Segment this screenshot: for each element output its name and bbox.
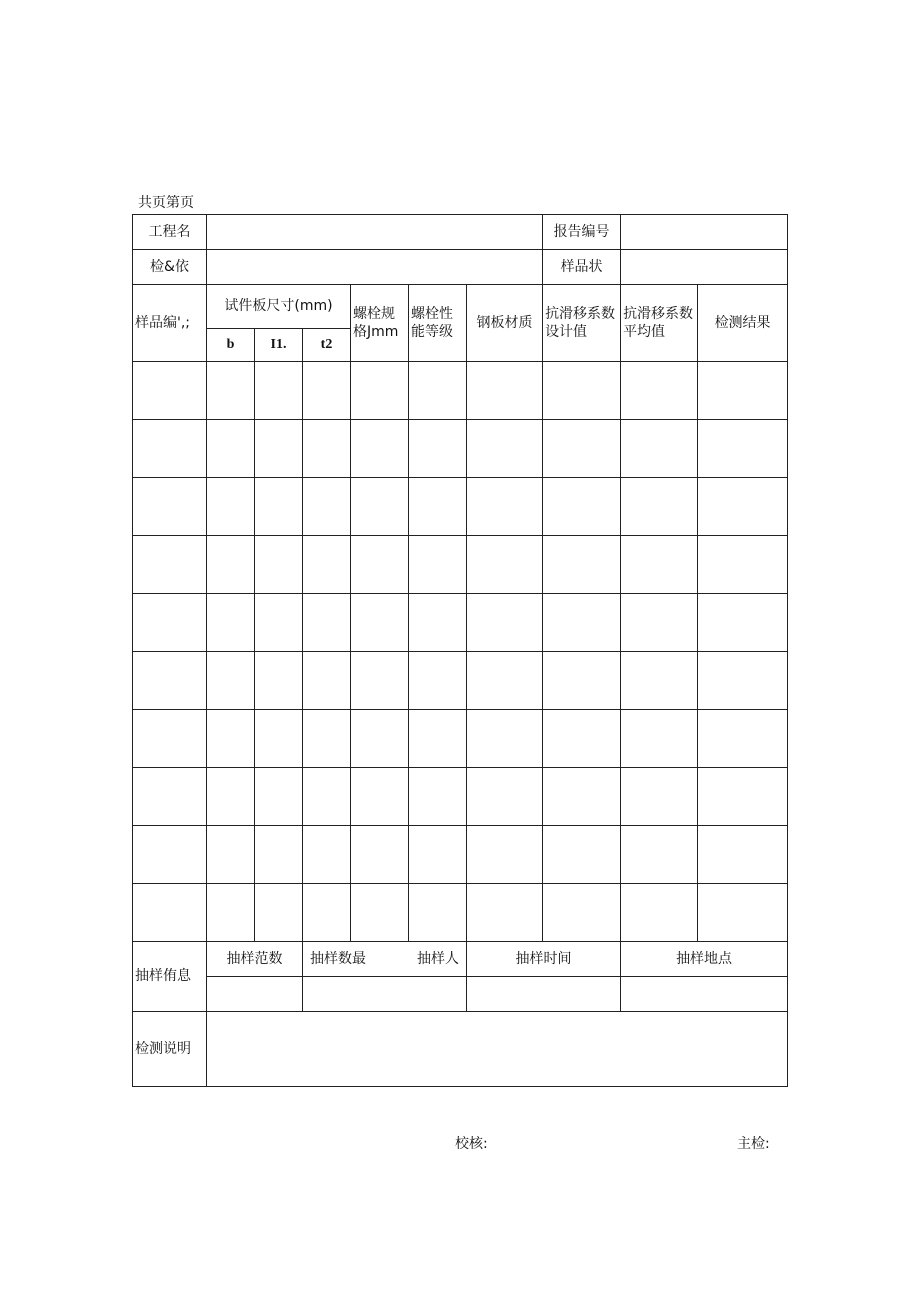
cell[interactable] xyxy=(133,594,207,652)
basis-row xyxy=(133,250,788,285)
cell[interactable] xyxy=(621,826,698,884)
cell[interactable] xyxy=(409,594,467,652)
cell[interactable] xyxy=(409,884,467,942)
data-row xyxy=(133,420,788,478)
report-no-label: 报告编号 xyxy=(543,215,621,250)
cell[interactable] xyxy=(621,594,698,652)
result-header: 检测结果 xyxy=(698,285,788,362)
data-row xyxy=(133,710,788,768)
cell[interactable] xyxy=(409,768,467,826)
cell[interactable] xyxy=(133,826,207,884)
cell[interactable] xyxy=(409,536,467,594)
plate-size-label: 试件板尺寸(mm) xyxy=(224,298,333,315)
cell[interactable] xyxy=(207,826,255,884)
cell[interactable] xyxy=(621,710,698,768)
cell[interactable] xyxy=(698,536,788,594)
cell[interactable] xyxy=(543,710,621,768)
cell[interactable] xyxy=(698,768,788,826)
sampling-info-label: 抽样侑息 xyxy=(133,942,207,1012)
cell[interactable] xyxy=(621,478,698,536)
cell[interactable] xyxy=(698,362,788,420)
sampling-quantity-person-field[interactable] xyxy=(303,977,467,1012)
cell[interactable] xyxy=(351,594,409,652)
cell[interactable] xyxy=(207,884,255,942)
cell[interactable] xyxy=(698,420,788,478)
cell[interactable] xyxy=(133,652,207,710)
cell[interactable] xyxy=(303,768,351,826)
cell[interactable] xyxy=(467,420,543,478)
column-header-row xyxy=(133,285,788,329)
cell[interactable] xyxy=(133,536,207,594)
sampling-person-label: 抽样人 xyxy=(416,950,459,967)
sampling-quantity-label: 抽样数最 xyxy=(310,950,367,967)
cell[interactable] xyxy=(698,826,788,884)
project-name-field[interactable] xyxy=(207,215,543,250)
cell[interactable] xyxy=(409,362,467,420)
project-row xyxy=(133,215,788,250)
cell[interactable] xyxy=(467,536,543,594)
cell[interactable] xyxy=(207,420,255,478)
cell[interactable] xyxy=(207,478,255,536)
cell[interactable] xyxy=(207,362,255,420)
cell[interactable] xyxy=(207,536,255,594)
cell[interactable] xyxy=(621,362,698,420)
basis-field[interactable] xyxy=(207,250,543,285)
data-row xyxy=(133,652,788,710)
cell[interactable] xyxy=(409,710,467,768)
cell[interactable] xyxy=(467,884,543,942)
cell[interactable] xyxy=(255,884,303,942)
cell[interactable] xyxy=(467,478,543,536)
cell[interactable] xyxy=(698,652,788,710)
cell[interactable] xyxy=(303,420,351,478)
sample-state-label: 样品状 xyxy=(543,250,621,285)
cell[interactable] xyxy=(255,826,303,884)
sampling-header-row xyxy=(133,942,788,977)
cell[interactable] xyxy=(351,768,409,826)
cell[interactable] xyxy=(409,478,467,536)
sampling-time-label: 抽样时间 xyxy=(467,942,621,977)
plate-t2-header: t2 xyxy=(303,329,351,362)
cell[interactable] xyxy=(409,826,467,884)
cell[interactable] xyxy=(255,536,303,594)
cell[interactable] xyxy=(351,536,409,594)
plate-t1-header: I1. xyxy=(255,329,303,362)
sampling-time-field[interactable] xyxy=(467,977,621,1012)
test-notes-label: 检测说明 xyxy=(133,1012,207,1087)
cell[interactable] xyxy=(207,594,255,652)
cell[interactable] xyxy=(133,362,207,420)
sampling-range-field[interactable] xyxy=(207,977,303,1012)
test-record-table xyxy=(132,214,788,1087)
cell[interactable] xyxy=(303,478,351,536)
cell[interactable] xyxy=(409,652,467,710)
checker-signature-label: 校核: xyxy=(455,1136,488,1152)
cell[interactable] xyxy=(543,420,621,478)
cell[interactable] xyxy=(698,710,788,768)
sampling-quantity-person-header xyxy=(303,942,467,977)
cell[interactable] xyxy=(351,362,409,420)
cell[interactable] xyxy=(133,420,207,478)
cell[interactable] xyxy=(621,884,698,942)
slip-design-header: 抗滑移系数设计值 xyxy=(543,285,621,362)
cell[interactable] xyxy=(207,710,255,768)
data-row xyxy=(133,594,788,652)
cell[interactable] xyxy=(467,768,543,826)
sampling-range-label: 抽样范数 xyxy=(207,942,303,977)
cell[interactable] xyxy=(303,884,351,942)
cell[interactable] xyxy=(351,826,409,884)
data-row xyxy=(133,536,788,594)
cell[interactable] xyxy=(255,594,303,652)
cell[interactable] xyxy=(543,536,621,594)
data-row xyxy=(133,826,788,884)
cell[interactable] xyxy=(207,768,255,826)
cell[interactable] xyxy=(698,594,788,652)
cell[interactable] xyxy=(467,652,543,710)
cell[interactable] xyxy=(543,768,621,826)
basis-label: 检&依 xyxy=(133,250,207,285)
notes-row xyxy=(133,1012,788,1087)
cell[interactable] xyxy=(621,652,698,710)
cell[interactable] xyxy=(255,478,303,536)
bolt-spec-header: 螺栓规格Jmm xyxy=(351,285,409,362)
plate-size-header xyxy=(207,285,351,329)
cell[interactable] xyxy=(255,710,303,768)
sampling-place-field[interactable] xyxy=(621,977,788,1012)
sampling-value-row xyxy=(133,977,788,1012)
cell[interactable] xyxy=(351,478,409,536)
cell[interactable] xyxy=(303,826,351,884)
cell[interactable] xyxy=(467,362,543,420)
cell[interactable] xyxy=(255,420,303,478)
chief-inspector-signature-label: 主检: xyxy=(737,1136,770,1152)
page-count: 共页第页 xyxy=(138,195,194,211)
cell[interactable] xyxy=(698,478,788,536)
cell[interactable] xyxy=(133,710,207,768)
data-row xyxy=(133,478,788,536)
cell[interactable] xyxy=(133,768,207,826)
cell[interactable] xyxy=(621,420,698,478)
steel-material-header: 钢板材质 xyxy=(467,285,543,362)
cell[interactable] xyxy=(303,536,351,594)
cell[interactable] xyxy=(133,884,207,942)
cell[interactable] xyxy=(467,594,543,652)
plate-b-header: b xyxy=(207,329,255,362)
cell[interactable] xyxy=(351,710,409,768)
cell[interactable] xyxy=(467,826,543,884)
slip-average-header: 抗滑移系数平均值 xyxy=(621,285,698,362)
cell[interactable] xyxy=(543,594,621,652)
sample-no-header: 样品编',; xyxy=(133,285,207,362)
cell[interactable] xyxy=(543,884,621,942)
cell[interactable] xyxy=(351,652,409,710)
cell[interactable] xyxy=(698,884,788,942)
cell[interactable] xyxy=(255,362,303,420)
sampling-place-label: 抽样地点 xyxy=(621,942,788,977)
cell[interactable] xyxy=(133,478,207,536)
cell[interactable] xyxy=(303,362,351,420)
bolt-grade-header: 螺栓性能等级 xyxy=(409,285,467,362)
cell[interactable] xyxy=(207,652,255,710)
data-row xyxy=(133,884,788,942)
data-row xyxy=(133,768,788,826)
cell[interactable] xyxy=(351,420,409,478)
cell[interactable] xyxy=(303,710,351,768)
cell[interactable] xyxy=(351,884,409,942)
report-no-field[interactable] xyxy=(621,215,788,250)
cell[interactable] xyxy=(409,420,467,478)
cell[interactable] xyxy=(621,536,698,594)
cell[interactable] xyxy=(303,652,351,710)
cell[interactable] xyxy=(543,362,621,420)
cell[interactable] xyxy=(543,826,621,884)
cell[interactable] xyxy=(255,768,303,826)
cell[interactable] xyxy=(621,768,698,826)
cell[interactable] xyxy=(543,652,621,710)
test-notes-field[interactable] xyxy=(207,1012,788,1087)
sample-state-field[interactable] xyxy=(621,250,788,285)
cell[interactable] xyxy=(255,652,303,710)
cell[interactable] xyxy=(303,594,351,652)
cell[interactable] xyxy=(543,478,621,536)
data-row xyxy=(133,362,788,420)
project-name-label: 工程名 xyxy=(133,215,207,250)
cell[interactable] xyxy=(467,710,543,768)
